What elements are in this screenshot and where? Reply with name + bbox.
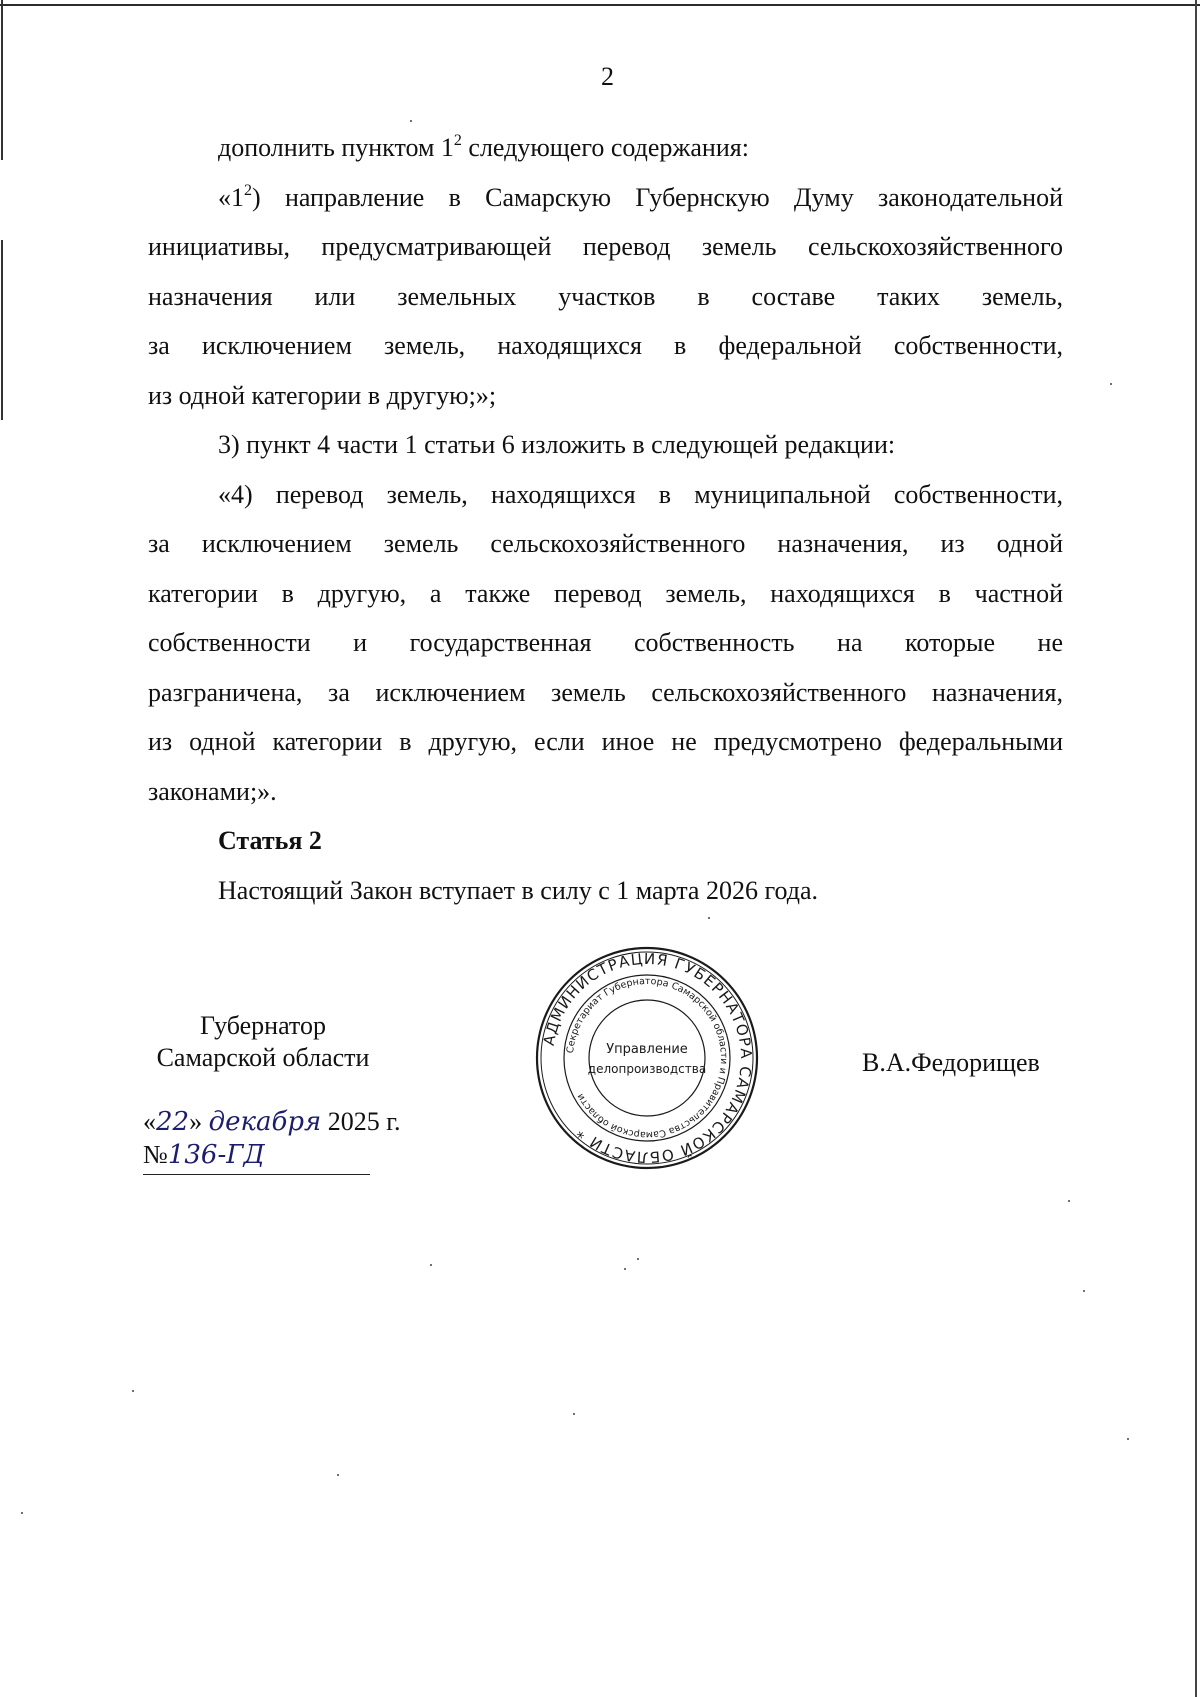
- article-text: Настоящий Закон вступает в силу с 1 марта 2026 года.: [218, 875, 818, 905]
- scan-speck: [708, 917, 710, 919]
- scan-speck: [573, 1413, 575, 1415]
- seal-center-text: Управление: [606, 1042, 688, 1057]
- scan-speck: [1127, 1438, 1129, 1440]
- paragraph-line: за исключением земель, находящихся в федеральной собственности,: [148, 331, 1063, 360]
- signatory-name: В.А.Федорищев: [862, 1048, 1040, 1077]
- signatory-title: [143, 1010, 383, 1074]
- scan-speck: [637, 1258, 639, 1260]
- handwritten-month: декабря: [208, 1107, 322, 1137]
- signatory-title-line: Губернатор: [200, 1011, 326, 1040]
- body-text: [148, 123, 1063, 915]
- scan-speck: [430, 1264, 432, 1266]
- number-underline: [143, 1174, 370, 1175]
- scan-edge-left: [1, 240, 3, 420]
- signing-date: «22» декабря 2025 г.: [143, 1107, 401, 1137]
- seal-outer-text: АДМИНИСТРАЦИЯ ГУБЕРНАТОРА САМАРСКОЙ ОБЛАСТИ *: [539, 949, 756, 1167]
- scan-edge-right: [1195, 0, 1197, 1697]
- scan-speck: [624, 1268, 626, 1270]
- scan-speck: [410, 120, 412, 122]
- paragraph-line: 3) пункт 4 части 1 статьи 6 изложить в следующей редакции:: [218, 430, 896, 459]
- scan-speck: [1083, 1290, 1085, 1292]
- handwritten-day: 22: [156, 1107, 190, 1137]
- page-number: 2: [601, 62, 614, 91]
- paragraph-line: инициативы, предусматривающей перевод земель сельскохозяйственного: [148, 232, 1063, 261]
- paragraph-line: «4) перевод земель, находящихся в муниципальной собственности,: [218, 479, 1063, 509]
- paragraph-line: «$1^2$) направление в Самарскую Губернскую Думу законодательной: [218, 181, 1063, 212]
- seal-center-text: делопроизводства: [587, 1062, 707, 1076]
- law-number: №136-ГД: [143, 1140, 265, 1170]
- paragraph-line: собственности и государственная собственность на которые не: [148, 628, 1063, 657]
- paragraph-line: законами;».: [148, 776, 277, 806]
- scan-edge-top: [0, 4, 1200, 6]
- signatory-title-line: Самарской области: [156, 1043, 370, 1072]
- paragraph-line: категории в другую, а также перевод земель, находящихся в частной: [148, 578, 1063, 608]
- paragraph-line: разграничена, за исключением земель сельскохозяйственного назначения,: [148, 677, 1063, 707]
- paragraph-line: из одной категории в другую;»;: [148, 380, 497, 410]
- official-seal-stamp: [534, 945, 760, 1171]
- scan-speck: [1068, 1200, 1070, 1202]
- article-heading: Статья 2: [218, 826, 322, 855]
- handwritten-number: 136-ГД: [167, 1140, 265, 1170]
- scan-speck: [132, 1390, 134, 1392]
- paragraph-line: за исключением земель сельскохозяйственного назначения, из одной: [148, 529, 1063, 558]
- scan-speck: [337, 1474, 339, 1476]
- paragraph-line: из одной категории в другую, если иное не предусмотрено федеральными: [148, 727, 1063, 756]
- seal-inner-text: Секретариат Губернатора Самарской области и Правительства Самарской области: [565, 975, 730, 1141]
- scan-speck: [21, 1512, 23, 1514]
- paragraph-line: дополнить пунктом $1^2$ следующего содержания:: [218, 132, 749, 162]
- seal-inner-ring: [589, 1000, 705, 1116]
- paragraph-line: назначения или земельных участков в составе таких земель,: [148, 281, 1063, 311]
- scan-speck: [1110, 383, 1112, 385]
